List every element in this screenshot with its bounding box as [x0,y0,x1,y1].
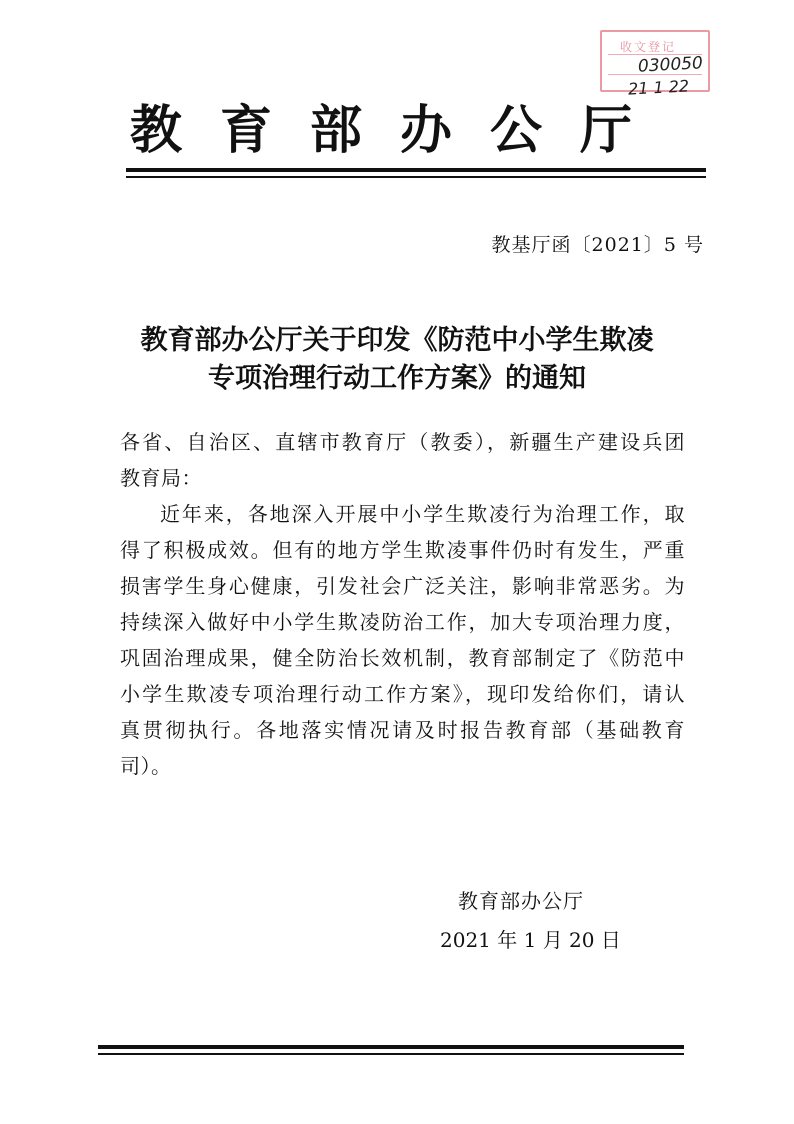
handwritten-number: 030050 [637,53,704,77]
paragraph-line: 得了积极成效。但有的地方学生欺凌事件仍时有发生，严重 [120,538,685,562]
paragraph-line: 损害学生身心健康，引发社会广泛关注，影响非常恶劣。为 [120,574,685,598]
signature-organization: 教育部办公厅 [458,889,584,913]
footer-rule-thin [98,1053,684,1055]
document-title-line-1: 教育部办公厅关于印发《防范中小学生欺凌 [140,325,654,356]
stamp-text: 收文登记 [620,40,677,54]
addressee-line: 教育局： [120,466,202,490]
body-paragraph [120,496,685,784]
paragraph-line: 近年来，各地深入开展中小学生欺凌行为治理工作，取 [160,502,685,526]
header-rule-thick [126,168,706,172]
handwritten-date: 21 1 22 [627,76,690,99]
paragraph-line: 司）。 [120,754,172,778]
addressee [120,424,685,496]
paragraph-line: 巩固治理成果，健全防治长效机制，教育部制定了《防范中 [120,646,685,670]
paragraph-line: 小学生欺凌专项治理行动工作方案》，现印发给你们，请认 [120,682,685,706]
signature-date: 2021 年 1 月 20 日 [440,928,621,952]
document-number: 教基厅函〔2021〕5 号 [491,234,704,256]
header-rule-thin [126,176,706,178]
addressee-line: 各省、自治区、直辖市教育厅（教委），新疆生产建设兵团 [120,430,685,454]
paragraph-line: 真贯彻执行。各地落实情况请及时报告教育部（基础教育 [120,718,685,742]
document-title-line-2: 专项治理行动工作方案》的通知 [208,363,586,394]
letterhead-title: 教育部办公厅 [130,100,671,161]
paragraph-line: 持续深入做好中小学生欺凌防治工作，加大专项治理力度， [120,610,685,634]
footer-rule-thick [98,1045,684,1049]
